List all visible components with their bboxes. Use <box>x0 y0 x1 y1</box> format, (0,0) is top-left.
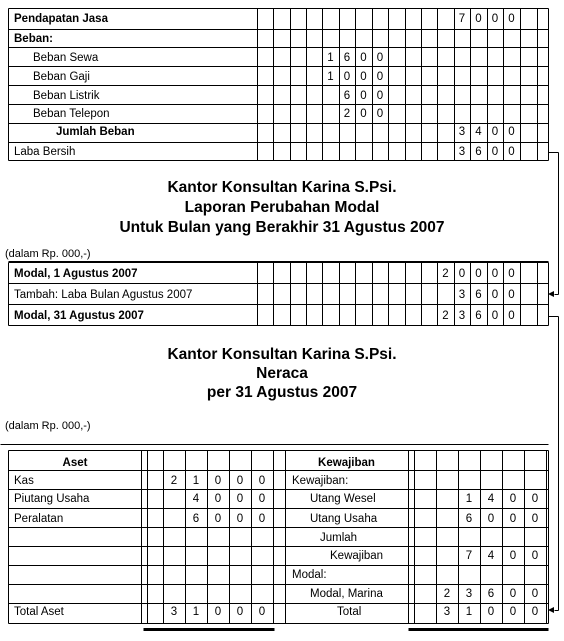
total-assets-label: Total Aset <box>14 606 64 618</box>
amount-digit: 0 <box>491 126 499 138</box>
total-liabilities-label-1: Jumlah <box>320 532 358 544</box>
amount-digit: 0 <box>509 588 517 600</box>
amount-digit: 0 <box>475 13 482 25</box>
amount-digit: 1 <box>465 606 473 618</box>
net-income-label: Laba Bersih <box>14 146 76 158</box>
amount-digit: 0 <box>509 550 517 562</box>
asset-label: Kas <box>14 475 34 487</box>
amount-digit: 2 <box>443 588 451 600</box>
amount-digit: 1 <box>192 606 200 618</box>
equity-title-period: Untuk Bulan yang Berakhir 31 Agustus 2007 <box>119 219 445 236</box>
amount-digit: 0 <box>508 126 515 138</box>
amount-digit: 0 <box>360 71 367 83</box>
liabilities-subheader: Kewajiban: <box>292 475 349 487</box>
expense-label: Beban Telepon <box>33 108 110 120</box>
amount-digit: 2 <box>343 108 351 120</box>
amount-digit: 0 <box>360 90 367 102</box>
revenue-label: Pendapatan Jasa <box>14 13 108 25</box>
amount-digit: 3 <box>170 606 178 618</box>
amount-digit: 0 <box>214 475 222 487</box>
amount-digit: 0 <box>509 606 517 618</box>
amount-digit: 1 <box>327 71 334 83</box>
amount-digit: 0 <box>491 13 499 25</box>
amount-digit: 3 <box>458 146 466 158</box>
amount-digit: 0 <box>360 52 367 64</box>
amount-digit: 0 <box>376 52 384 64</box>
amount-digit: 6 <box>475 289 482 301</box>
expenses-header: Beban: <box>14 33 53 45</box>
amount-digit: 0 <box>236 475 244 487</box>
balance-title-date: per 31 Agustus 2007 <box>206 384 358 401</box>
amount-digit: 6 <box>343 52 351 64</box>
liabilities-header: Kewajiban <box>318 457 375 469</box>
amount-digit: 0 <box>258 606 266 618</box>
amount-digit: 0 <box>508 289 515 301</box>
liability-label: Utang Usaha <box>310 513 378 525</box>
amount-digit: 0 <box>343 71 351 83</box>
total-liabilities-label-2: Kewajiban <box>330 550 384 562</box>
amount-digit: 0 <box>531 588 539 600</box>
amount-digit: 0 <box>531 550 539 562</box>
amount-digit: 0 <box>214 513 222 525</box>
amount-digit: 6 <box>487 588 495 600</box>
amount-digit: 2 <box>442 310 449 322</box>
balance-title-company: Kantor Konsultan Karina S.Psi. <box>167 346 397 363</box>
amount-digit: 0 <box>487 513 495 525</box>
amount-digit: 0 <box>491 268 499 280</box>
asset-label: Piutang Usaha <box>14 493 90 505</box>
equity-label: Modal, Marina <box>310 588 383 600</box>
expense-label: Beban Sewa <box>33 52 99 64</box>
unit-note: (dalam Rp. 000,-) <box>5 420 91 432</box>
amount-digit: 0 <box>458 268 466 280</box>
total-expenses-label: Jumlah Beban <box>56 126 135 138</box>
amount-digit: 2 <box>442 268 449 280</box>
equity-subheader: Modal: <box>292 569 327 581</box>
expense-label: Beban Gaji <box>33 71 90 83</box>
amount-digit: 0 <box>258 493 266 505</box>
unit-note: (dalam Rp. 000,-) <box>5 248 91 260</box>
amount-digit: 0 <box>508 13 515 25</box>
amount-digit: 3 <box>465 588 473 600</box>
amount-digit: 0 <box>509 513 517 525</box>
amount-digit: 4 <box>192 493 200 505</box>
amount-digit: 0 <box>376 108 384 120</box>
amount-digit: 0 <box>376 71 384 83</box>
amount-digit: 1 <box>465 493 473 505</box>
amount-digit: 0 <box>258 513 266 525</box>
amount-digit: 6 <box>475 310 482 322</box>
opening-capital-label: Modal, 1 Agustus 2007 <box>14 268 138 280</box>
amount-digit: 0 <box>236 513 244 525</box>
amount-digit: 7 <box>458 13 466 25</box>
amount-digit: 1 <box>192 475 200 487</box>
amount-digit: 0 <box>258 475 266 487</box>
amount-digit: 6 <box>192 513 200 525</box>
equity-title-company: Kantor Konsultan Karina S.Psi. <box>167 179 397 196</box>
closing-capital-label: Modal, 31 Agustus 2007 <box>14 310 144 322</box>
amount-digit: 3 <box>443 606 451 618</box>
assets-header: Aset <box>62 457 88 469</box>
amount-digit: 0 <box>360 108 367 120</box>
amount-digit: 1 <box>327 52 334 64</box>
amount-digit: 4 <box>487 493 495 505</box>
total-label: Total <box>337 606 362 618</box>
amount-digit: 0 <box>491 146 499 158</box>
net-income-addition-label: Tambah: Laba Bulan Agustus 2007 <box>14 289 193 301</box>
amount-digit: 0 <box>491 289 499 301</box>
amount-digit: 0 <box>487 606 495 618</box>
equity-title-name: Laporan Perubahan Modal <box>184 199 380 216</box>
amount-digit: 7 <box>465 550 473 562</box>
amount-digit: 0 <box>475 268 482 280</box>
amount-digit: 3 <box>458 126 466 138</box>
amount-digit: 0 <box>509 493 517 505</box>
amount-digit: 0 <box>508 146 515 158</box>
amount-digit: 6 <box>475 146 482 158</box>
expense-label: Beban Listrik <box>33 90 100 102</box>
asset-label: Peralatan <box>14 513 64 525</box>
amount-digit: 4 <box>487 550 495 562</box>
amount-digit: 0 <box>214 493 222 505</box>
amount-digit: 0 <box>236 493 244 505</box>
amount-digit: 3 <box>458 289 466 301</box>
amount-digit: 0 <box>508 268 515 280</box>
amount-digit: 0 <box>214 606 222 618</box>
amount-digit: 3 <box>458 310 466 322</box>
amount-digit: 6 <box>465 513 473 525</box>
balance-title-name: Neraca <box>256 365 308 382</box>
amount-digit: 6 <box>343 90 351 102</box>
amount-digit: 0 <box>531 513 539 525</box>
amount-digit: 2 <box>170 475 178 487</box>
amount-digit: 0 <box>508 310 515 322</box>
amount-digit: 0 <box>236 606 244 618</box>
liability-label: Utang Wesel <box>310 493 376 505</box>
amount-digit: 0 <box>376 90 384 102</box>
amount-digit: 4 <box>475 126 482 138</box>
amount-digit: 0 <box>531 493 539 505</box>
amount-digit: 0 <box>531 606 539 618</box>
amount-digit: 0 <box>491 310 499 322</box>
